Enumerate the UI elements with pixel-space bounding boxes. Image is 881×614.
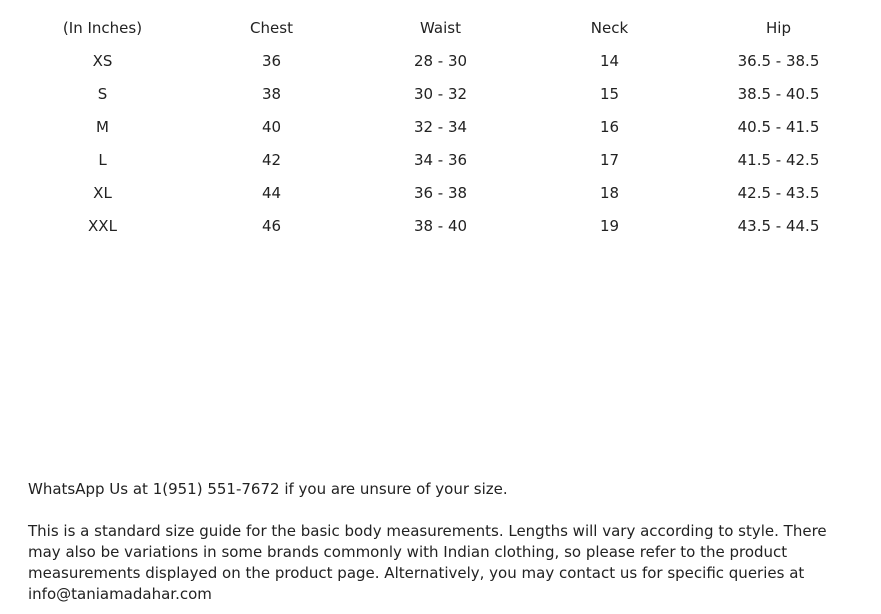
size-cell: XXL (88, 216, 117, 235)
waist-cell: 28 - 30 (413, 51, 468, 70)
whatsapp-note: WhatsApp Us at 1(951) 551-7672 if you are unsure of your size. (28, 480, 508, 498)
hip-cell: 40.5 - 41.5 (737, 117, 820, 136)
table-row (18, 209, 863, 242)
neck-cell: 14 (599, 51, 620, 70)
size-cell: XS (92, 51, 113, 70)
chest-cell: 38 (261, 84, 282, 103)
waist-cell: 36 - 38 (413, 183, 468, 202)
table-row (18, 143, 863, 176)
chest-cell: 44 (261, 183, 282, 202)
chest-cell: 40 (261, 117, 282, 136)
table-row (18, 176, 863, 209)
hip-cell: 36.5 - 38.5 (737, 51, 820, 70)
table-row (18, 77, 863, 110)
waist-cell: 32 - 34 (413, 117, 468, 136)
size-cell: XL (93, 183, 112, 202)
table-row (18, 44, 863, 77)
neck-cell: 17 (599, 150, 620, 169)
size-cell: S (97, 84, 108, 103)
neck-cell: 18 (599, 183, 620, 202)
waist-cell: 34 - 36 (413, 150, 468, 169)
header-waist: Waist (420, 18, 461, 37)
size-cell: M (96, 117, 109, 136)
hip-cell: 41.5 - 42.5 (737, 150, 820, 169)
header-unit: (In Inches) (62, 18, 143, 37)
waist-cell: 38 - 40 (413, 216, 468, 235)
header-hip: Hip (766, 18, 791, 37)
header-neck: Neck (590, 18, 629, 37)
chest-cell: 46 (261, 216, 282, 235)
chest-cell: 42 (261, 150, 282, 169)
chest-cell: 36 (261, 51, 282, 70)
hip-cell: 38.5 - 40.5 (737, 84, 820, 103)
size-cell: L (98, 150, 107, 169)
neck-cell: 16 (599, 117, 620, 136)
table-row (18, 110, 863, 143)
hip-cell: 42.5 - 43.5 (737, 183, 820, 202)
header-chest: Chest (250, 18, 293, 37)
hip-cell: 43.5 - 44.5 (737, 216, 820, 235)
neck-cell: 15 (599, 84, 620, 103)
neck-cell: 19 (599, 216, 620, 235)
waist-cell: 30 - 32 (413, 84, 468, 103)
size-chart-table (18, 11, 863, 242)
size-guide-disclaimer: This is a standard size guide for the basic body measurements. Lengths will vary according to style. There may also be variations in some brands commonly with Indian clothing, so please refer to the product measurements displayed on the product page. Alternatively, you may contact us for specific queries at info@taniamadahar.com (28, 522, 827, 603)
table-header-row (18, 11, 863, 44)
